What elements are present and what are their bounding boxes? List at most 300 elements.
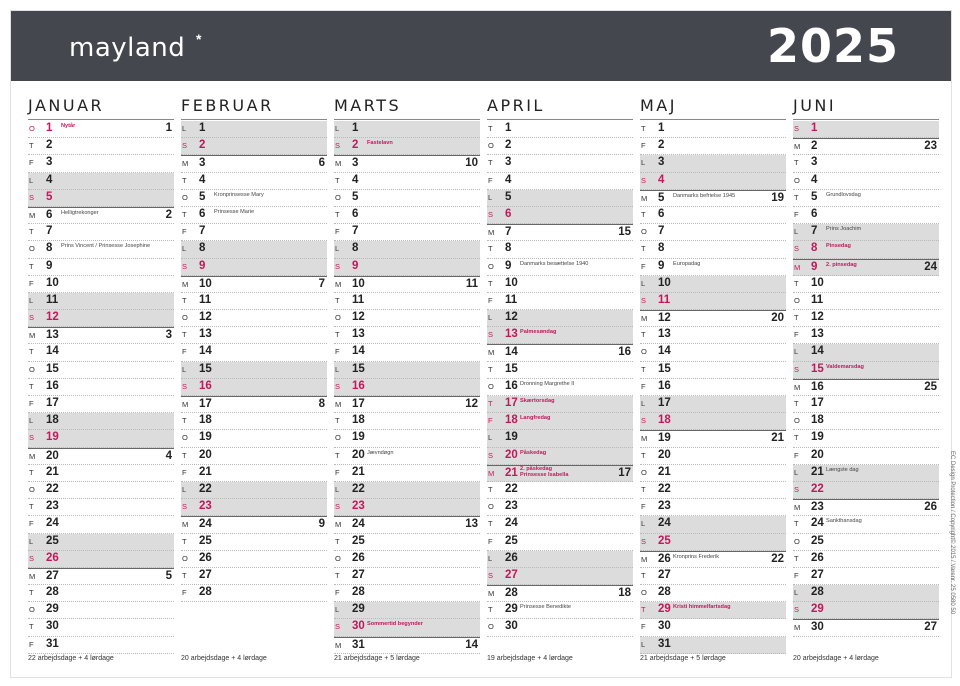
day-row — [793, 173, 939, 190]
weekday-letter: F — [29, 639, 34, 649]
day-row — [793, 551, 939, 568]
day-row — [640, 516, 786, 533]
day-row — [334, 430, 480, 447]
day-row — [640, 448, 786, 465]
day-row — [334, 241, 480, 258]
day-note: Pinsedag — [826, 243, 851, 250]
day-row — [181, 499, 327, 516]
day-row — [181, 516, 327, 533]
month-divider — [28, 119, 174, 120]
day-number: 5 — [811, 190, 818, 203]
weekday-letter: F — [335, 227, 340, 237]
day-number: 27 — [811, 568, 824, 581]
weekday-letter: F — [29, 278, 34, 288]
day-row — [487, 138, 633, 155]
weekday-letter: T — [182, 570, 187, 580]
weekday-letter: T — [794, 278, 799, 288]
day-row — [640, 534, 786, 551]
weekday-letter: O — [29, 364, 35, 374]
weekday-letter: T — [641, 450, 646, 460]
day-row — [640, 155, 786, 172]
week-number: 26 — [924, 501, 937, 514]
day-number: 29 — [352, 603, 365, 616]
day-row — [334, 516, 480, 533]
day-note: Prinsesse Marie — [214, 208, 255, 215]
month-name: JUNI — [793, 96, 837, 115]
weekday-letter: L — [29, 536, 34, 546]
day-row — [640, 190, 786, 207]
day-number: 31 — [46, 637, 59, 650]
weekday-letter: O — [182, 313, 188, 323]
week-number: 15 — [618, 226, 631, 239]
day-row — [28, 362, 174, 379]
day-number: 17 — [811, 397, 824, 409]
day-number: 14 — [352, 345, 365, 358]
weekday-letter: S — [641, 416, 647, 426]
day-row — [640, 396, 786, 413]
day-number: 1 — [811, 122, 818, 134]
weekday-letter: L — [335, 364, 340, 374]
day-row — [640, 259, 786, 276]
day-row — [640, 121, 786, 138]
day-row — [334, 379, 480, 396]
weekday-letter: S — [182, 141, 188, 151]
day-number: 4 — [505, 173, 512, 186]
day-row — [181, 138, 327, 155]
weekday-letter: L — [794, 227, 799, 237]
weekday-letter: O — [182, 433, 188, 443]
day-row — [334, 276, 480, 293]
brand-logo: mayland — [69, 33, 186, 63]
day-row — [487, 276, 633, 293]
week-number: 12 — [465, 398, 478, 410]
day-row — [487, 327, 633, 344]
weekday-letter: L — [641, 158, 646, 168]
month-workdays-footer: 20 arbejdsdage + 4 lørdage — [181, 655, 267, 662]
day-row — [640, 585, 786, 602]
day-number: 26 — [199, 551, 212, 564]
weekday-letter: L — [641, 639, 646, 649]
day-number: 1 — [199, 122, 206, 134]
weekday-letter: S — [29, 313, 35, 323]
day-number: 27 — [352, 568, 365, 581]
day-number: 7 — [811, 225, 818, 238]
calendar-year: 2025 — [766, 19, 899, 73]
weekday-letter: T — [641, 330, 646, 340]
day-row — [487, 551, 633, 568]
weekday-letter: F — [29, 519, 34, 529]
day-number: 29 — [658, 603, 671, 616]
day-number: 20 — [199, 448, 212, 461]
weekday-letter: T — [641, 124, 646, 133]
day-number: 25 — [46, 534, 59, 547]
weekday-letter: M — [182, 400, 189, 409]
day-row — [334, 190, 480, 207]
weekday-letter: S — [641, 536, 647, 546]
day-number: 16 — [199, 379, 212, 392]
weekday-letter: S — [335, 141, 341, 151]
day-row — [28, 259, 174, 276]
day-row — [181, 207, 327, 224]
day-row — [181, 276, 327, 293]
weekday-letter: S — [29, 192, 35, 202]
day-row — [181, 379, 327, 396]
day-number: 28 — [352, 586, 365, 599]
weekday-letter: F — [794, 570, 799, 580]
weekday-letter: O — [488, 381, 494, 391]
day-number: 22 — [46, 482, 59, 495]
day-row — [640, 344, 786, 361]
day-number: 15 — [505, 362, 518, 375]
day-number: 13 — [658, 328, 671, 341]
day-note: Længste dag — [826, 466, 859, 473]
day-number: 3 — [46, 156, 53, 169]
day-number: 9 — [811, 260, 818, 273]
weekday-letter: M — [641, 434, 648, 444]
month-workdays-footer: 22 arbejdsdage + 4 lørdage — [28, 655, 114, 662]
weekday-letter: S — [29, 553, 35, 563]
day-row — [28, 293, 174, 310]
day-number: 15 — [658, 362, 671, 375]
day-note: Jævndøgn — [367, 449, 394, 456]
day-number: 12 — [505, 311, 518, 324]
day-row — [793, 448, 939, 465]
weekday-letter: T — [488, 278, 493, 288]
day-note: Nytår — [61, 123, 76, 129]
day-number: 9 — [505, 259, 512, 272]
day-number: 7 — [199, 225, 206, 238]
week-number: 2 — [165, 208, 172, 221]
day-row — [28, 310, 174, 327]
day-number: 12 — [46, 311, 59, 324]
day-number: 2 — [505, 139, 512, 152]
day-row — [487, 173, 633, 190]
day-note: 2. pinsedag — [826, 261, 857, 268]
day-row — [181, 551, 327, 568]
weekday-letter: F — [488, 295, 493, 305]
day-row — [334, 413, 480, 430]
day-row — [487, 413, 633, 430]
day-row — [28, 207, 174, 224]
week-number: 18 — [618, 587, 631, 600]
day-row — [334, 482, 480, 499]
day-number: 3 — [352, 157, 359, 170]
month-name: FEBRUAR — [181, 96, 274, 115]
weekday-letter: S — [335, 261, 341, 271]
weekday-letter: F — [29, 158, 34, 168]
day-row — [487, 619, 633, 636]
weekday-letter: O — [29, 484, 35, 494]
day-row — [181, 585, 327, 602]
day-row — [487, 293, 633, 310]
day-row — [28, 637, 174, 654]
day-row — [334, 602, 480, 619]
day-number: 31 — [352, 638, 365, 651]
day-row — [487, 430, 633, 447]
weekday-letter: L — [182, 364, 187, 374]
day-note: 2. påskedag Prinsesse Isabella — [520, 465, 569, 479]
day-number: 12 — [199, 311, 212, 324]
weekday-letter: T — [335, 450, 340, 460]
weekday-letter: L — [182, 484, 187, 494]
day-row — [487, 396, 633, 413]
day-number: 27 — [505, 568, 518, 581]
day-row — [28, 396, 174, 413]
weekday-letter: S — [335, 502, 341, 512]
weekday-letter: F — [182, 467, 187, 477]
day-row — [793, 190, 939, 207]
day-number: 1 — [352, 122, 359, 134]
weekday-letter: O — [488, 502, 494, 512]
day-row — [28, 534, 174, 551]
day-number: 13 — [811, 328, 824, 341]
weekday-letter: L — [29, 416, 34, 426]
day-row — [28, 190, 174, 207]
day-number: 18 — [811, 414, 824, 427]
day-row — [793, 155, 939, 172]
weekday-letter: S — [29, 433, 35, 443]
day-row — [793, 259, 939, 276]
month-februar — [181, 93, 327, 673]
day-row — [793, 241, 939, 258]
month-workdays-footer: 21 arbejdsdage + 5 lørdage — [334, 655, 420, 662]
day-number: 26 — [505, 551, 518, 564]
day-number: 6 — [352, 207, 359, 220]
day-number: 1 — [46, 122, 53, 134]
week-number: 13 — [465, 518, 478, 531]
day-row — [334, 619, 480, 636]
day-row — [793, 138, 939, 155]
day-note: Dronning Margrethe II — [520, 380, 575, 387]
day-row — [640, 310, 786, 327]
day-number: 7 — [658, 225, 665, 238]
day-row — [793, 207, 939, 224]
week-number: 3 — [165, 329, 172, 342]
weekday-letter: F — [488, 416, 493, 426]
day-note: Valdemarsdag — [826, 363, 864, 370]
day-row — [793, 121, 939, 138]
day-number: 20 — [505, 448, 518, 461]
day-row — [793, 534, 939, 551]
weekday-letter: T — [488, 519, 493, 529]
day-row — [640, 499, 786, 516]
day-number: 28 — [46, 586, 59, 599]
week-number: 4 — [165, 449, 172, 462]
day-row — [793, 413, 939, 430]
day-number: 29 — [505, 603, 518, 616]
month-workdays-footer: 21 arbejdsdage + 5 lørdage — [640, 655, 726, 662]
day-note: Grundlovsdag — [826, 191, 861, 198]
day-row — [334, 155, 480, 172]
day-number: 3 — [658, 156, 665, 169]
day-row — [793, 276, 939, 293]
day-row — [334, 138, 480, 155]
day-number: 25 — [658, 534, 671, 547]
weekday-letter: F — [794, 209, 799, 219]
month-name: MAJ — [640, 96, 677, 115]
day-list — [487, 121, 633, 637]
day-number: 24 — [199, 518, 212, 531]
day-row — [487, 224, 633, 241]
weekday-letter: M — [335, 640, 342, 650]
day-row — [181, 448, 327, 465]
day-number: 23 — [658, 500, 671, 513]
day-row — [640, 138, 786, 155]
day-row — [28, 499, 174, 516]
day-note: Sankthansdag — [826, 518, 862, 525]
weekday-letter: F — [641, 261, 646, 271]
day-number: 28 — [658, 586, 671, 599]
day-row — [793, 516, 939, 533]
day-row — [334, 173, 480, 190]
day-row — [793, 585, 939, 602]
weekday-letter: T — [641, 605, 646, 615]
day-number: 30 — [658, 620, 671, 633]
day-number: 25 — [352, 534, 365, 547]
weekday-letter: T — [29, 502, 34, 512]
day-number: 15 — [199, 362, 212, 375]
calendar-sheet — [10, 10, 955, 678]
weekday-letter: S — [335, 622, 341, 632]
weekday-letter: S — [488, 570, 494, 580]
day-number: 19 — [658, 432, 671, 445]
day-row — [28, 155, 174, 172]
day-row — [28, 327, 174, 344]
weekday-letter: L — [182, 244, 187, 254]
day-number: 26 — [352, 551, 365, 564]
weekday-letter: S — [794, 605, 800, 615]
day-number: 24 — [46, 517, 59, 530]
day-number: 18 — [658, 414, 671, 427]
day-row — [334, 259, 480, 276]
day-row — [793, 482, 939, 499]
weekday-letter: T — [488, 399, 493, 408]
weekday-letter: O — [641, 588, 647, 598]
day-number: 27 — [199, 568, 212, 581]
week-number: 25 — [924, 380, 937, 393]
weekday-letter: T — [488, 484, 493, 494]
day-number: 22 — [811, 482, 824, 495]
day-row — [28, 585, 174, 602]
weekday-letter: F — [182, 588, 187, 598]
day-number: 20 — [46, 449, 59, 462]
day-row — [181, 241, 327, 258]
weekday-letter: T — [29, 227, 34, 237]
day-number: 25 — [811, 534, 824, 547]
weekday-letter: M — [335, 400, 342, 409]
week-number: 27 — [924, 621, 937, 634]
day-row — [487, 344, 633, 361]
day-number: 6 — [46, 208, 53, 221]
weekday-letter: M — [29, 210, 36, 220]
day-number: 18 — [505, 414, 518, 427]
day-row — [28, 448, 174, 465]
day-number: 5 — [46, 190, 53, 203]
weekday-letter: T — [488, 605, 493, 615]
day-note: Helligtrekonger — [61, 209, 99, 216]
weekday-letter: T — [794, 192, 799, 202]
weekday-letter: T — [794, 519, 799, 529]
day-number: 2 — [658, 139, 665, 152]
weekday-letter: S — [794, 484, 800, 494]
day-number: 4 — [811, 173, 818, 186]
day-number: 5 — [505, 190, 512, 203]
weekday-letter: M — [794, 503, 801, 513]
weekday-letter: L — [641, 519, 646, 529]
weekday-letter: S — [488, 450, 494, 460]
weekday-letter: O — [335, 553, 341, 563]
weekday-letter: L — [29, 295, 34, 305]
day-row — [487, 568, 633, 585]
weekday-letter: T — [335, 295, 340, 305]
day-row — [28, 224, 174, 241]
weekday-letter: O — [641, 227, 647, 237]
day-number: 26 — [46, 551, 59, 564]
day-number: 14 — [46, 345, 59, 358]
day-row — [334, 293, 480, 310]
month-divider — [793, 119, 939, 120]
weekday-letter: F — [641, 502, 646, 512]
month-januar — [28, 93, 174, 673]
day-number: 19 — [46, 431, 59, 444]
day-row — [640, 568, 786, 585]
day-number: 6 — [658, 207, 665, 220]
day-row — [640, 551, 786, 568]
day-note: Danmarks befrielse 1945 — [673, 192, 736, 199]
day-number: 6 — [811, 207, 818, 220]
weekday-letter: M — [641, 193, 648, 203]
day-number: 22 — [352, 482, 365, 495]
week-number: 1 — [165, 122, 172, 134]
day-row — [793, 344, 939, 361]
day-number: 2 — [352, 139, 359, 152]
weekday-letter: F — [641, 622, 646, 632]
day-list — [793, 121, 939, 637]
day-note: Kristi himmelfartsdag — [673, 604, 731, 611]
day-row — [793, 430, 939, 447]
month-divider — [487, 119, 633, 120]
weekday-letter: O — [794, 536, 800, 546]
day-number: 9 — [658, 259, 665, 272]
day-row — [487, 465, 633, 482]
day-row — [28, 344, 174, 361]
day-note: Prinsesse Benedikte — [520, 604, 571, 611]
day-row — [487, 499, 633, 516]
day-row — [181, 430, 327, 447]
weekday-letter: L — [488, 553, 493, 563]
day-number: 21 — [199, 465, 212, 478]
week-number: 7 — [318, 277, 325, 290]
week-number: 9 — [318, 518, 325, 531]
day-number: 2 — [199, 139, 206, 152]
weekday-letter: O — [29, 244, 35, 254]
weekday-letter: F — [335, 467, 340, 477]
day-row — [640, 482, 786, 499]
day-number: 11 — [352, 293, 365, 306]
weekday-letter: O — [488, 261, 494, 271]
weekday-letter: M — [29, 331, 36, 341]
day-row — [28, 619, 174, 636]
day-list — [28, 121, 174, 654]
day-number: 5 — [199, 190, 206, 203]
day-number: 4 — [199, 173, 206, 186]
weekday-letter: T — [182, 175, 187, 185]
weekday-letter: L — [335, 605, 340, 615]
weekday-letter: L — [335, 244, 340, 254]
day-number: 10 — [199, 277, 212, 290]
weekday-letter: F — [794, 330, 799, 340]
day-row — [334, 534, 480, 551]
